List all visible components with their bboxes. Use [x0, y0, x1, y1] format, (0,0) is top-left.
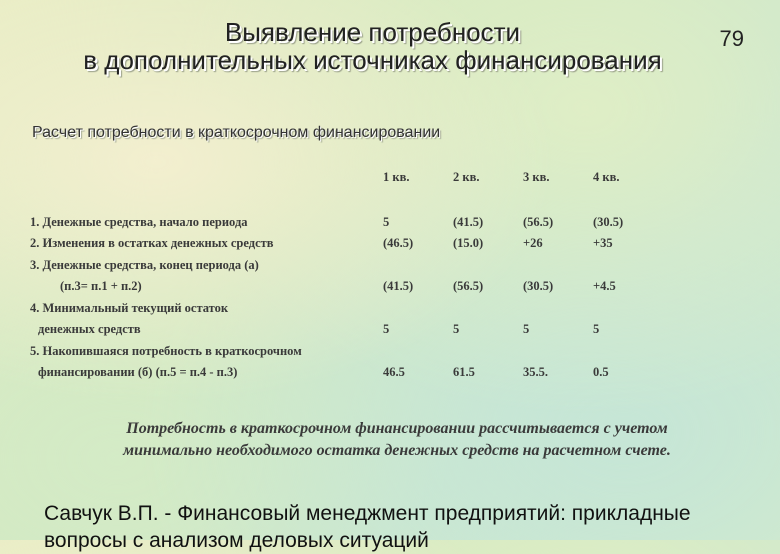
row-value-q1: (46.5) [383, 236, 414, 250]
note-line2: минимально необходимого остатка денежных средств на расчетном счете. [123, 442, 671, 459]
row-label: финансировании (б) (п.5 = п.4 - п.3) [38, 365, 238, 379]
row-value-q2: (15.0) [453, 236, 484, 250]
row-label: 4. Минимальный текущий остаток [30, 300, 229, 315]
header-q4: 4 кв. [593, 170, 620, 184]
row-value-q2: (56.5) [453, 279, 484, 293]
slide-title-line2: в дополнительных источниках финансирования [83, 45, 662, 75]
note-line1: Потребность в краткосрочном финансировании рассчитывается с учетом [126, 420, 668, 437]
row-value-q3: 35.5. [523, 365, 548, 379]
row-label: денежных средств [38, 322, 141, 336]
slide-title-line1: Выявление потребности [224, 17, 521, 47]
row-label: 2. Изменения в остатках денежных средств [30, 236, 274, 250]
row-value-q4: 5 [593, 322, 600, 336]
row-value-q4: 0.5 [593, 365, 609, 379]
row-value-q4: +35 [593, 236, 613, 250]
slide-subtitle: Расчет потребности в краткосрочном финансировании [32, 124, 441, 141]
explanation-note [52, 418, 742, 462]
row-label: (п.3= п.1 + п.2) [60, 279, 142, 293]
row-value-q1: 46.5 [383, 365, 405, 379]
citation-line2: вопросы с анализом деловых ситуаций [44, 529, 429, 552]
row-value-q3: +26 [523, 236, 543, 250]
row-value-q1: 5 [383, 322, 390, 336]
row-value-q1: 5 [383, 214, 390, 229]
row-label: 3. Денежные средства, конец периода (а) [30, 257, 259, 272]
row-value-q2: (41.5) [453, 214, 484, 229]
slide-title [0, 18, 745, 74]
source-citation [44, 500, 764, 554]
page-number: 79 [719, 26, 744, 51]
header-q3: 3 кв. [523, 170, 550, 184]
row-value-q4: +4.5 [593, 279, 616, 293]
header-q1: 1 кв. [383, 170, 410, 184]
row-value-q3: 5 [523, 322, 530, 336]
row-value-q1: (41.5) [383, 279, 414, 293]
row-value-q2: 5 [453, 322, 460, 336]
row-label: 5. Накопившаяся потребность в краткосрочном [30, 343, 302, 358]
row-value-q3: (30.5) [523, 279, 554, 293]
row-value-q4: (30.5) [593, 214, 624, 229]
row-value-q3: (56.5) [523, 214, 554, 229]
citation-line1: Савчук В.П. - Финансовый менеджмент предприятий: прикладные [44, 502, 691, 525]
row-label: 1. Денежные средства, начало периода [30, 214, 248, 229]
header-q2: 2 кв. [453, 170, 480, 184]
row-value-q2: 61.5 [453, 365, 475, 379]
